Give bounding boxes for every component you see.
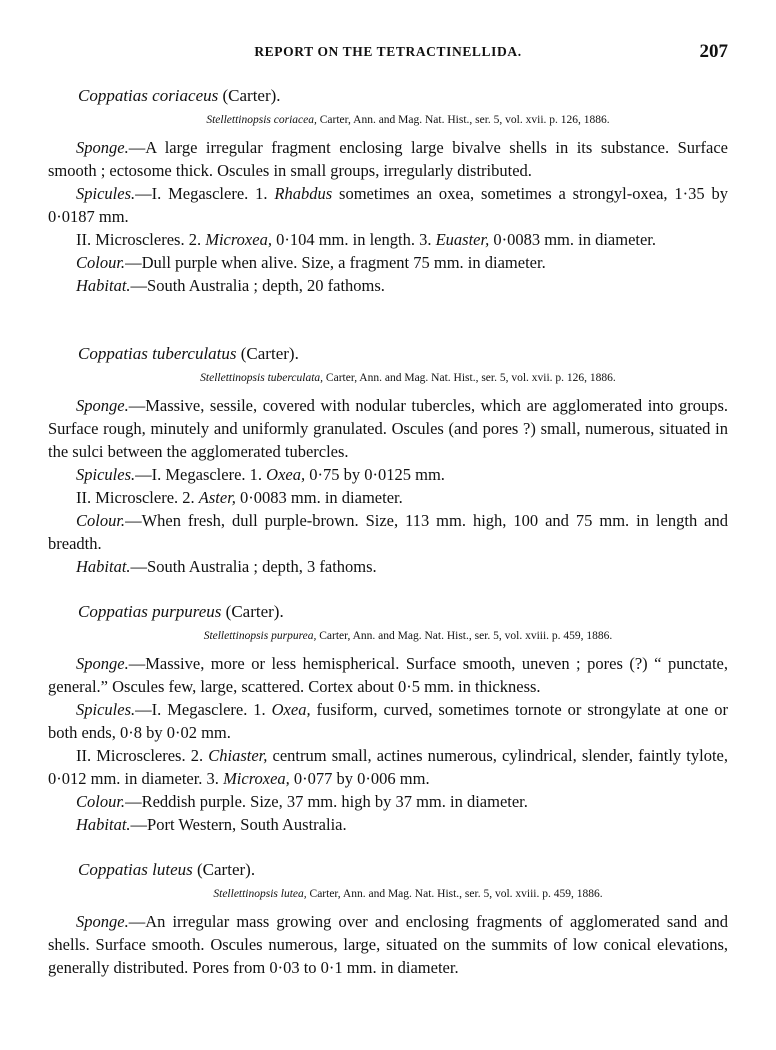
colour-paragraph: Colour.—Reddish purple. Size, 37 mm. high by 37 mm. in diameter.: [76, 792, 528, 811]
microscleres-paragraph: II. Microscleres. 2. Chiaster, centrum small, actines numerous, cylindrical, slender, faintly tylote, 0·012 mm. in diameter. 3. Microxea, 0·077 by 0·006 mm.: [48, 746, 728, 788]
species-entry-purpureus: [48, 600, 728, 836]
habitat-paragraph: Habitat.—Port Western, South Australia.: [76, 815, 347, 834]
sponge-paragraph: Sponge.—An irregular mass growing over and enclosing fragments of agglomerated sand and shells. Surface smooth. Oscules numerous, large, situated on the summits of low conical elevations, generally distributed. Pores from 0·03 to 0·1 mm. in diameter.: [48, 912, 728, 977]
microscleres-paragraph: II. Microsclere. 2. Aster, 0·0083 mm. in diameter.: [76, 488, 403, 507]
running-header: [48, 41, 728, 68]
species-title: Coppatias coriaceus (Carter).: [78, 86, 281, 105]
species-entry-tuberculatus: [48, 342, 728, 578]
habitat-paragraph: Habitat.—South Australia ; depth, 3 fathoms.: [76, 557, 377, 576]
colour-paragraph: Colour.—Dull purple when alive. Size, a fragment 75 mm. in diameter.: [76, 253, 546, 272]
habitat-paragraph: Habitat.—South Australia ; depth, 20 fathoms.: [76, 276, 385, 295]
spicules-paragraph: Spicules.—I. Megasclere. 1. Oxea, 0·75 by 0·0125 mm.: [76, 465, 445, 484]
species-title: Coppatias tuberculatus (Carter).: [78, 344, 299, 363]
synonym-citation: Stellettinopsis coriacea, Carter, Ann. and Mag. Nat. Hist., ser. 5, vol. xvii. p. 126, 1886.: [206, 114, 610, 126]
synonym-citation: Stellettinopsis lutea, Carter, Ann. and Mag. Nat. Hist., ser. 5, vol. xviii. p. 459, 1886.: [213, 888, 603, 900]
synonym-citation: Stellettinopsis tuberculata, Carter, Ann. and Mag. Nat. Hist., ser. 5, vol. xvii. p. 126, 1886.: [200, 372, 616, 384]
species-entry-luteus: [48, 858, 728, 979]
sponge-paragraph: Sponge.—A large irregular fragment enclosing large bivalve shells in its substance. Surface smooth ; ectosome thick. Oscules in small groups, irregularly distributed.: [48, 138, 728, 180]
page-number: 207: [699, 41, 728, 62]
species-title: Coppatias luteus (Carter).: [78, 860, 256, 879]
spicules-paragraph: Spicules.—I. Megasclere. 1. Rhabdus sometimes an oxea, sometimes a strongyl-oxea, 1·35 by 0·0187 mm.: [48, 184, 729, 226]
running-title: REPORT ON THE TETRACTINELLIDA.: [254, 44, 522, 59]
species-title: Coppatias purpureus (Carter).: [78, 602, 284, 621]
sponge-paragraph: Sponge.—Massive, sessile, covered with nodular tubercles, which are agglomerated into groups. Surface rough, minutely and uniformly granulated. Oscules (and pores ?) small, numerous, situated in the sulci between the agglomerated tubercles.: [48, 396, 728, 461]
microscleres-paragraph: II. Microscleres. 2. Microxea, 0·104 mm. in length. 3. Euaster, 0·0083 mm. in diameter.: [76, 230, 657, 249]
colour-paragraph: Colour.—When fresh, dull purple-brown. Size, 113 mm. high, 100 and 75 mm. in length and breadth.: [48, 511, 728, 553]
species-entry-coriaceus: [48, 84, 728, 297]
spicules-paragraph: Spicules.—I. Megasclere. 1. Oxea, fusiform, curved, sometimes tornote or strongylate at one or both ends, 0·8 by 0·02 mm.: [48, 700, 728, 742]
synonym-citation: Stellettinopsis purpurea, Carter, Ann. and Mag. Nat. Hist., ser. 5, vol. xviii. p. 459, 1886.: [203, 630, 613, 642]
sponge-paragraph: Sponge.—Massive, more or less hemispherical. Surface smooth, uneven ; pores (?) “ punctate, general.” Oscules few, large, scattered. Cortex about 0·5 mm. in thickness.: [48, 654, 728, 696]
